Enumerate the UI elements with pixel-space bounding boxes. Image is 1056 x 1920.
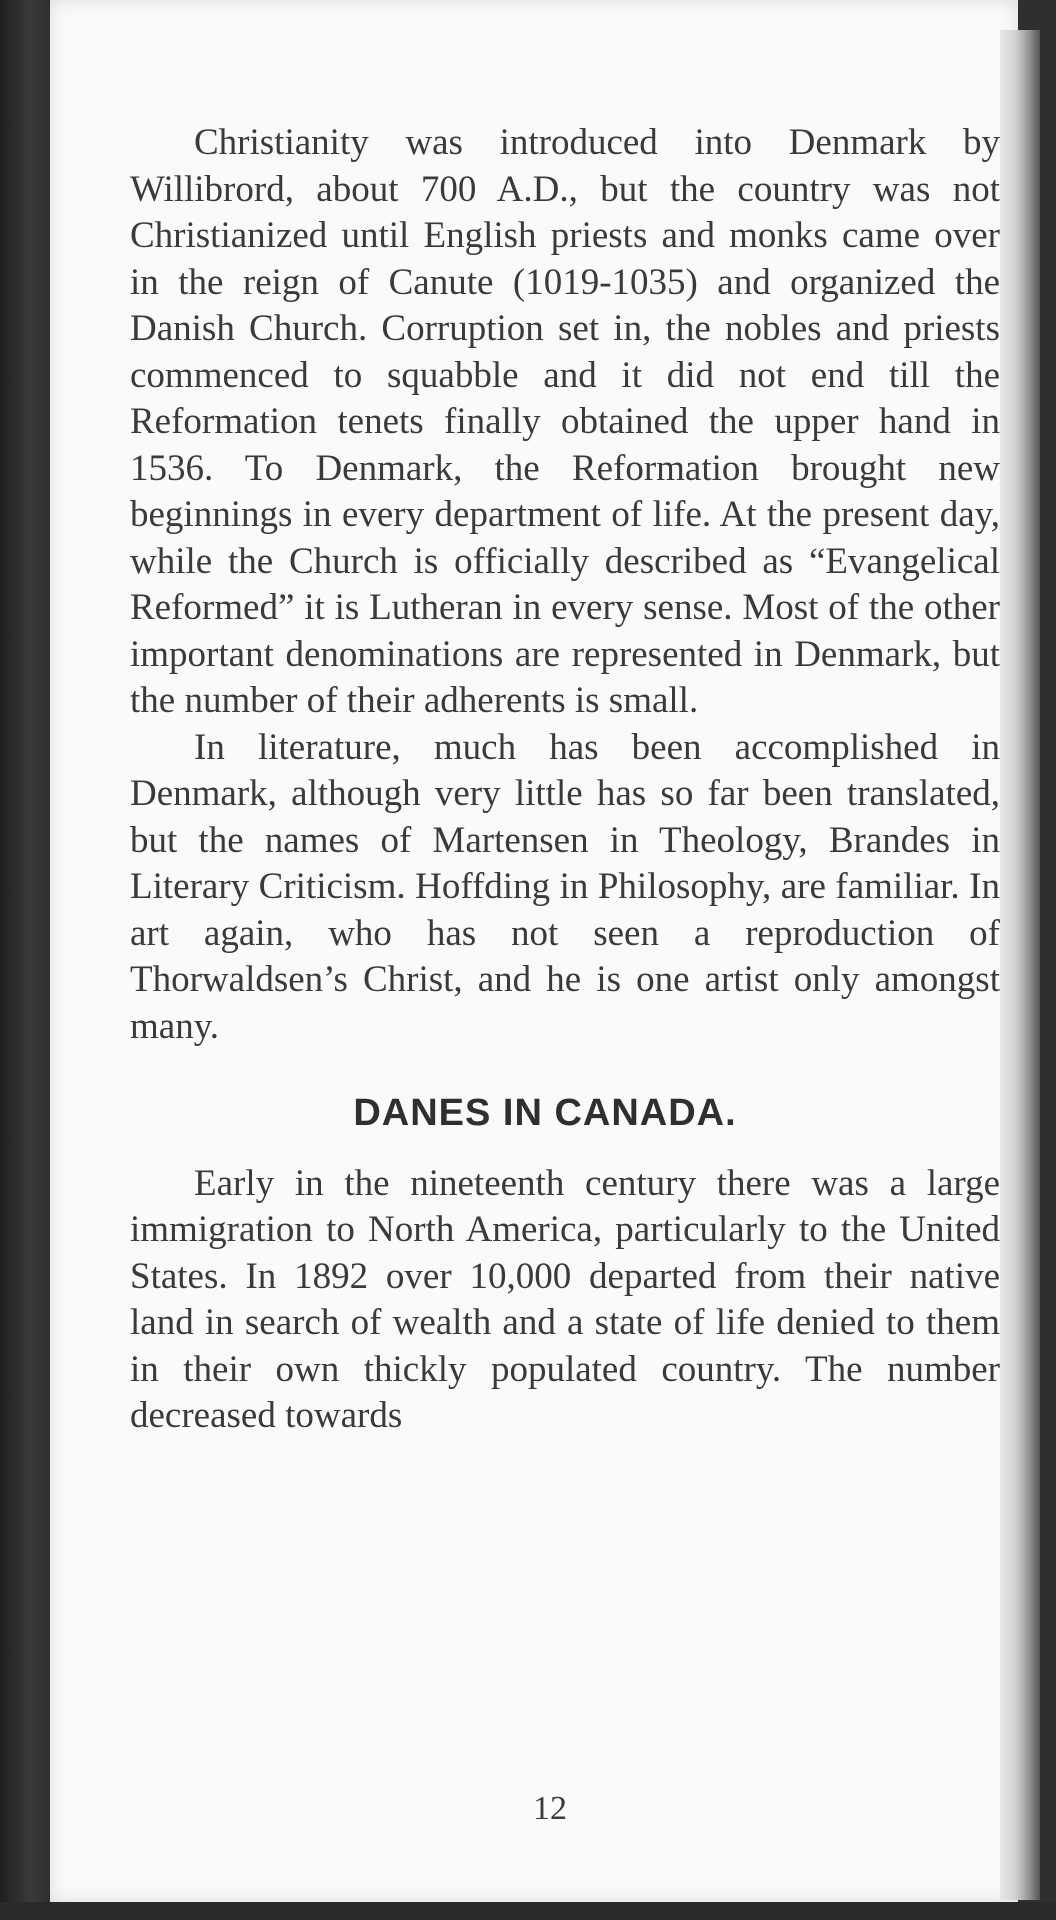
page-content — [130, 120, 1000, 1440]
paragraph-literature: In literature, much has been accomplished in Denmark, although very little has so far been translated, but the names of Martensen in Theology, Brandes in Literary Criticism. Hoffding in Philosophy, are familiar. In art again, who has not seen a reproduction of Thorwaldsen’s Christ, and he is one artist only amongst many. — [130, 726, 1000, 1047]
page-edge — [1000, 30, 1040, 1900]
bottom-strip — [0, 1902, 1056, 1920]
section-heading: DANES IN CANADA. — [353, 1092, 737, 1134]
paragraph-immigration: Early in the nineteenth century there was a large immigration to North America, particularly to the United States. In 1892 over 10,000 departed from their native land in search of wealth and a state of life denied to them in their own thickly populated country. The number decreased towards — [130, 1162, 1000, 1436]
paragraph-christianity: Christianity was introduced into Denmark by Willibrord, about 700 A.D., but the country was not Christianized until English priests and monks came over in the reign of Canute (1019-1035) and organized the Danish Church. Corruption set in, the nobles and priests commenced to squabble and it did not end till the Reformation tenets finally obtained the upper hand in 1536. To Denmark, the Reformation brought new beginnings in every department of life. At the present day, while the Church is officially described as “Evangelical Reformed” it is Lutheran in every sense. Most of the other important denominations are represented in Denmark, but the number of their adherents is small. — [130, 122, 1000, 721]
page-number: 12 — [533, 1790, 567, 1827]
